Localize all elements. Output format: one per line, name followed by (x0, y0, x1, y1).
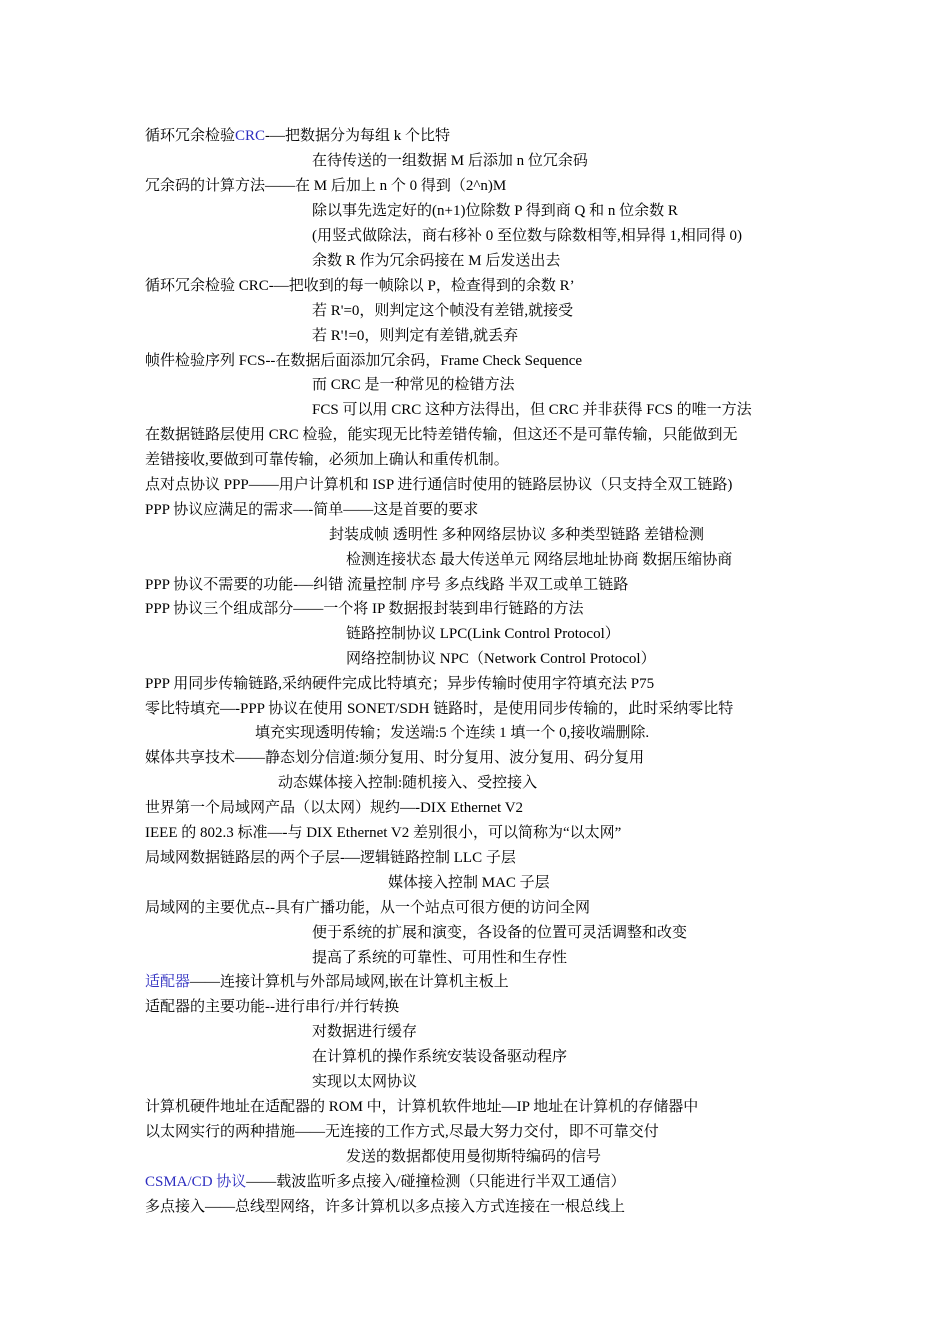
text-line: IEEE 的 802.3 标准—-与 DIX Ethernet V2 差别很小，可以简称为“以太网” (145, 825, 622, 841)
line-crc-intro (145, 124, 450, 148)
line-adapter (145, 970, 509, 994)
text-line: 填充实现透明传输；发送端:5 个连续 1 填一个 0,接收端删除. (255, 725, 650, 741)
text-line: 除以事先选定好的(n+1)位除数 P 得到商 Q 和 n 位余数 R (312, 203, 678, 219)
text-line: 冗余码的计算方法——在 M 后加上 n 个 0 得到（2^n)M (145, 178, 507, 194)
text-line: 检测连接状态 最大传送单元 网络层地址协商 数据压缩协商 (346, 552, 733, 568)
text-line: 零比特填充—-PPP 协议在使用 SONET/SDH 链路时，是使用同步传输的，此时采纳零比特 (145, 701, 734, 717)
line-crc-intro-prefix: 循环冗余检验 (145, 128, 236, 144)
text-line: 以太网实行的两种措施——无连接的工作方式,尽最大努力交付，即不可靠交付 (145, 1124, 659, 1140)
text-line: 媒体共享技术——静态划分信道:频分复用、时分复用、波分复用、码分复用 (145, 750, 645, 766)
text-line: 帧件检验序列 FCS--在数据后面添加冗余码，Frame Check Sequence (145, 353, 583, 369)
text-line: 局域网数据链路层的两个子层-—逻辑链路控制 LLC 子层 (145, 850, 516, 866)
text-line: PPP 用同步传输链路,采纳硬件完成比特填充；异步传输时使用字符填充法 P75 (145, 676, 655, 692)
text-line: 在计算机的操作系统安装设备驱动程序 (312, 1049, 568, 1065)
adapter-term: 适配器 (145, 974, 191, 990)
text-line: 动态媒体接入控制:随机接入、受控接入 (278, 775, 538, 791)
text-line: 而 CRC 是一种常见的检错方法 (312, 377, 515, 393)
line-adapter-suffix: ——连接计算机与外部局域网,嵌在计算机主板上 (190, 974, 509, 990)
crc-term: CRC (235, 128, 266, 144)
text-line: PPP 协议应满足的需求—-简单——这是首要的要求 (145, 502, 479, 518)
line-crc-intro-suffix: -—把数据分为每组 k 个比特 (265, 128, 451, 144)
text-line: 适配器的主要功能--进行串行/并行转换 (145, 999, 400, 1015)
text-line: 计算机硬件地址在适配器的 ROM 中，计算机软件地址—IP 地址在计算机的存储器中 (145, 1099, 699, 1115)
text-line: 差错接收,要做到可靠传输，必须加上确认和重传机制。 (145, 452, 509, 468)
text-line: PPP 协议三个组成部分——一个将 IP 数据报封装到串行链路的方法 (145, 601, 584, 617)
text-line: 媒体接入控制 MAC 子层 (388, 875, 550, 891)
text-line: 网络控制协议 NPC（Network Control Protocol） (346, 651, 656, 667)
line-csma-cd (145, 1170, 625, 1194)
csma-cd-term: CSMA/CD 协议 (145, 1174, 247, 1190)
text-line: 对数据进行缓存 (312, 1024, 418, 1040)
text-line: 多点接入——总线型网络，许多计算机以多点接入方式连接在一根总线上 (145, 1199, 626, 1215)
text-line: 局域网的主要优点--具有广播功能，从一个站点可很方便的访问全网 (145, 900, 590, 916)
text-line: 点对点协议 PPP——用户计算机和 ISP 进行通信时使用的链路层协议（只支持全双工链路) (145, 477, 733, 493)
text-line: 在数据链路层使用 CRC 检验，能实现无比特差错传输，但这还不是可靠传输，只能做到无 (145, 427, 738, 443)
text-line: 发送的数据都使用曼彻斯特编码的信号 (346, 1149, 602, 1165)
text-line: 若 R'!=0，则判定有差错,就丢弃 (312, 328, 519, 344)
text-line: FCS 可以用 CRC 这种方法得出，但 CRC 并非获得 FCS 的唯一方法 (312, 402, 752, 418)
text-line: 实现以太网协议 (312, 1074, 418, 1090)
text-line: 余数 R 作为冗余码接在 M 后发送出去 (312, 253, 561, 269)
text-line: 在待传送的一组数据 M 后添加 n 位冗余码 (312, 153, 588, 169)
text-line: PPP 协议不需要的功能-—纠错 流量控制 序号 多点线路 半双工或单工链路 (145, 577, 629, 593)
line-csma-cd-suffix: ——载波监听多点接入/碰撞检测（只能进行半双工通信） (246, 1174, 626, 1190)
text-line: 便于系统的扩展和演变，各设备的位置可灵活调整和改变 (312, 925, 688, 941)
text-line: 封装成帧 透明性 多种网络层协议 多种类型链路 差错检测 (329, 527, 705, 543)
text-line: 若 R'=0，则判定这个帧没有差错,就接受 (312, 303, 574, 319)
text-line: 循环冗余检验 CRC-—把收到的每一帧除以 P，检查得到的余数 R’ (145, 278, 575, 294)
text-line: 世界第一个局域网产品（以太网）规约—-DIX Ethernet V2 (145, 800, 524, 816)
text-line: (用竖式做除法，商右移补 0 至位数与除数相等,相异得 1,相同得 0) (312, 228, 742, 244)
text-line: 提高了系统的可靠性、可用性和生存性 (312, 950, 568, 966)
text-line: 链路控制协议 LPC(Link Control Protocol） (346, 626, 620, 642)
